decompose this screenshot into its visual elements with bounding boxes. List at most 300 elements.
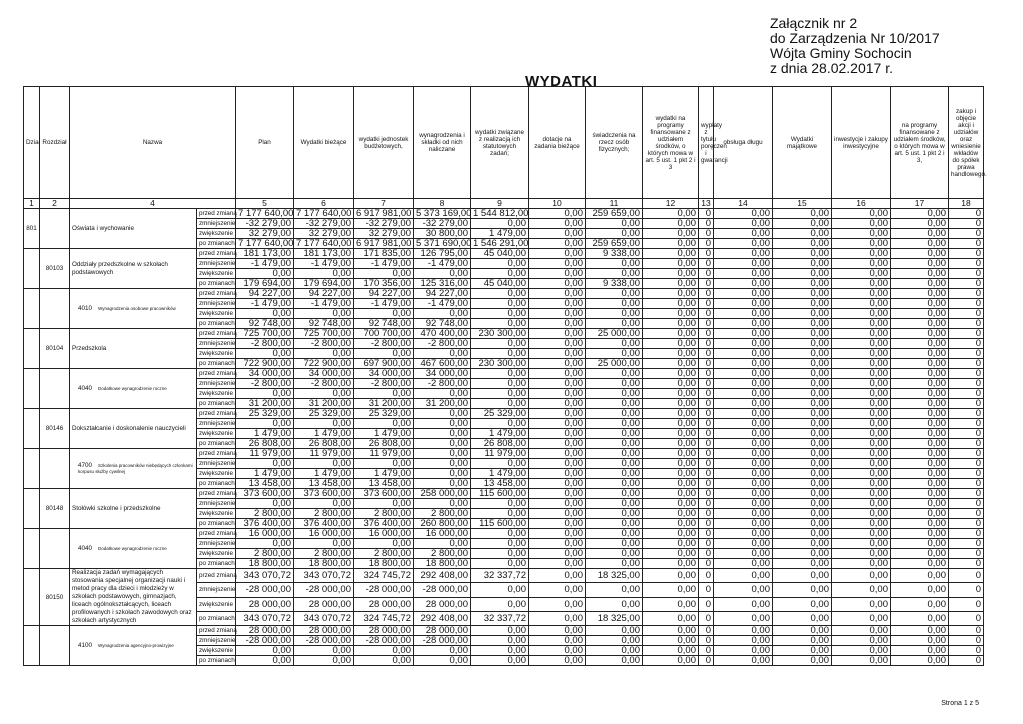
amount-cell: 0,00: [586, 419, 643, 429]
amount-cell: 0,00: [891, 409, 949, 419]
amount-cell: 0,00: [643, 279, 699, 289]
amount-cell: 0: [699, 597, 714, 611]
amount-cell: 18 800,00: [414, 559, 471, 569]
nazwa-text: Realizacja zadań wymagających stosowania specjalnej organizacji nauki i metod pracy dla dzieci i młodzieży w szkołach podstawowych, gimnazjach, liceach ogólnokształcących, liceach profilowanych i szkołach zawodowych oraz szkołach artystycznych: [72, 569, 192, 624]
amount-cell: 0,00: [773, 519, 832, 529]
amount-cell: 0,00: [471, 529, 529, 539]
amount-cell: 0,00: [891, 656, 949, 666]
amount-cell: 0,00: [643, 459, 699, 469]
amount-cell: 0,00: [714, 459, 773, 469]
amount-cell: 0,00: [236, 656, 294, 666]
amount-cell: 0,00: [236, 646, 294, 656]
amount-cell: 0,00: [832, 399, 891, 409]
amount-cell: 0,00: [714, 389, 773, 399]
amount-cell: 0,00: [586, 399, 643, 409]
amount-cell: 0: [949, 339, 984, 349]
table-row: [24, 289, 984, 299]
amount-cell: 0,00: [773, 359, 832, 369]
amount-cell: 0: [949, 569, 984, 583]
amount-cell: 0,00: [832, 379, 891, 389]
amount-cell: 34 000,00: [294, 369, 354, 379]
dzial-cell: 801: [24, 209, 40, 249]
amount-cell: 0: [949, 469, 984, 479]
amount-cell: 0,00: [643, 399, 699, 409]
amount-cell: 30 800,00: [414, 229, 471, 239]
amount-cell: 2 800,00: [236, 509, 294, 519]
amount-cell: 2 800,00: [414, 509, 471, 519]
amount-cell: 0,00: [529, 399, 586, 409]
amount-cell: -2 800,00: [236, 339, 294, 349]
change-type-label: przed zmianą: [197, 626, 236, 636]
amount-cell: 0,00: [471, 379, 529, 389]
amount-cell: 0,00: [773, 626, 832, 636]
rozdzial-cell: [40, 209, 70, 249]
amount-cell: 0,00: [832, 626, 891, 636]
amount-cell: 0,00: [714, 489, 773, 499]
amount-cell: 0,00: [891, 339, 949, 349]
column-number: 1: [24, 199, 40, 209]
amount-cell: 0,00: [714, 339, 773, 349]
column-number: 13: [699, 199, 714, 209]
amount-cell: 0,00: [643, 519, 699, 529]
amount-cell: 11 979,00: [354, 449, 414, 459]
amount-cell: 0: [699, 429, 714, 439]
amount-cell: 0: [949, 459, 984, 469]
amount-cell: 13 458,00: [471, 479, 529, 489]
table-row: [24, 409, 984, 419]
amount-cell: 0: [949, 636, 984, 646]
col-zakup-akcji: zakup i objęcie akcji i udziałów oraz wniesienie wkładów do spółek prawa handlowego.: [949, 87, 984, 199]
amount-cell: 0,00: [714, 419, 773, 429]
column-number: 14: [714, 199, 773, 209]
amount-cell: 0,00: [714, 611, 773, 625]
amount-cell: -28 000,00: [236, 636, 294, 646]
amount-cell: 5 371 690,00: [414, 239, 471, 249]
amount-cell: 0,00: [773, 499, 832, 509]
amount-cell: 0,00: [529, 299, 586, 309]
amount-cell: 25 329,00: [294, 409, 354, 419]
amount-cell: 0,00: [891, 359, 949, 369]
amount-cell: 0: [699, 339, 714, 349]
table-row: [24, 529, 984, 539]
amount-cell: 0,00: [891, 419, 949, 429]
amount-cell: 376 400,00: [354, 519, 414, 529]
amount-cell: 0,00: [643, 369, 699, 379]
amount-cell: 0,00: [891, 389, 949, 399]
amount-cell: 6 917 981,00: [354, 209, 414, 219]
amount-cell: 0,00: [529, 646, 586, 656]
amount-cell: 0,00: [529, 319, 586, 329]
amount-cell: 0,00: [529, 439, 586, 449]
amount-cell: 0,00: [471, 419, 529, 429]
amount-cell: 0,00: [529, 626, 586, 636]
amount-cell: 0: [949, 379, 984, 389]
amount-cell: 7 177 640,00: [236, 239, 294, 249]
amount-cell: 0,00: [773, 419, 832, 429]
amount-cell: 0,00: [529, 409, 586, 419]
amount-cell: 0,00: [643, 549, 699, 559]
amount-cell: 0,00: [529, 529, 586, 539]
amount-cell: 0,00: [891, 519, 949, 529]
column-number: 12: [643, 199, 699, 209]
column-number: 18: [949, 199, 984, 209]
amount-cell: 0,00: [471, 626, 529, 636]
change-type-label: zwiększenie: [197, 309, 236, 319]
amount-cell: 324 745,72: [354, 569, 414, 583]
amount-cell: 31 200,00: [236, 399, 294, 409]
amount-cell: 28 000,00: [236, 597, 294, 611]
amount-cell: 0: [949, 329, 984, 339]
amount-cell: 0,00: [529, 269, 586, 279]
amount-cell: 0,00: [471, 499, 529, 509]
amount-cell: 0,00: [643, 449, 699, 459]
amount-cell: 0: [949, 289, 984, 299]
column-number: 7: [354, 199, 414, 209]
amount-cell: 0,00: [236, 539, 294, 549]
amount-cell: 0,00: [832, 583, 891, 597]
nazwa-text: Wynagrodzenia agencyjno-prowizyjne: [98, 642, 174, 648]
document-header: [770, 16, 940, 76]
amount-cell: 0,00: [586, 339, 643, 349]
amount-cell: 0,00: [891, 549, 949, 559]
amount-cell: 0,00: [891, 399, 949, 409]
amount-cell: 0,00: [773, 529, 832, 539]
amount-cell: 0,00: [832, 309, 891, 319]
amount-cell: 0,00: [891, 626, 949, 636]
amount-cell: 0,00: [714, 399, 773, 409]
amount-cell: 179 694,00: [236, 279, 294, 289]
amount-cell: 0,00: [891, 583, 949, 597]
amount-cell: 0,00: [586, 229, 643, 239]
amount-cell: 0,00: [832, 229, 891, 239]
amount-cell: 34 000,00: [414, 369, 471, 379]
amount-cell: 0: [699, 399, 714, 409]
amount-cell: 0: [699, 583, 714, 597]
amount-cell: 0,00: [354, 646, 414, 656]
amount-cell: 0,00: [832, 636, 891, 646]
amount-cell: 0,00: [714, 369, 773, 379]
amount-cell: 2 800,00: [236, 549, 294, 559]
amount-cell: 0,00: [586, 646, 643, 656]
amount-cell: 0: [699, 469, 714, 479]
amount-cell: 11 979,00: [471, 449, 529, 459]
amount-cell: 0,00: [414, 269, 471, 279]
attachment-label: Załącznik nr 2: [770, 15, 858, 31]
amount-cell: 0,00: [354, 459, 414, 469]
amount-cell: 0: [949, 549, 984, 559]
amount-cell: -28 000,00: [354, 636, 414, 646]
amount-cell: 181 173,00: [294, 249, 354, 259]
amount-cell: 0,00: [714, 299, 773, 309]
amount-cell: 0,00: [471, 389, 529, 399]
amount-cell: 18 325,00: [586, 569, 643, 583]
amount-cell: 0,00: [714, 229, 773, 239]
amount-cell: 0: [699, 626, 714, 636]
ordinance-number: do Zarządzenia Nr 10/2017: [770, 30, 940, 46]
amount-cell: 0,00: [832, 449, 891, 459]
col-inwestycje: inwestycje i zakupy inwestycyjne: [832, 87, 891, 199]
amount-cell: 0,00: [832, 389, 891, 399]
amount-cell: 0,00: [643, 646, 699, 656]
amount-cell: 0: [949, 539, 984, 549]
dzial-cell: [24, 529, 40, 569]
amount-cell: 0,00: [354, 539, 414, 549]
amount-cell: 0,00: [773, 269, 832, 279]
amount-cell: 28 000,00: [236, 626, 294, 636]
amount-cell: 259 659,00: [586, 209, 643, 219]
amount-cell: 0,00: [714, 359, 773, 369]
amount-cell: 6 917 981,00: [354, 239, 414, 249]
amount-cell: 0,00: [643, 249, 699, 259]
amount-cell: 0,00: [714, 549, 773, 559]
amount-cell: 0,00: [354, 419, 414, 429]
amount-cell: 0,00: [643, 299, 699, 309]
amount-cell: 0,00: [529, 309, 586, 319]
amount-cell: 0,00: [714, 279, 773, 289]
amount-cell: 0,00: [586, 509, 643, 519]
amount-cell: 0,00: [773, 549, 832, 559]
amount-cell: 0,00: [586, 626, 643, 636]
amount-cell: -1 479,00: [354, 299, 414, 309]
amount-cell: 0: [699, 219, 714, 229]
amount-cell: 0,00: [773, 409, 832, 419]
amount-cell: 0,00: [773, 449, 832, 459]
amount-cell: 0,00: [586, 519, 643, 529]
amount-cell: 0,00: [586, 219, 643, 229]
amount-cell: 0,00: [471, 309, 529, 319]
amount-cell: 7 177 640,00: [294, 209, 354, 219]
amount-cell: 0,00: [773, 309, 832, 319]
amount-cell: 725 700,00: [294, 329, 354, 339]
rozdzial-cell: [40, 289, 70, 329]
col-wydatki-jednostek: wydatki jednostek budżetowych,: [354, 87, 414, 199]
amount-cell: 0,00: [773, 597, 832, 611]
ordinance-date: z dnia 28.02.2017 r.: [770, 60, 893, 76]
dzial-cell: [24, 329, 40, 369]
amount-cell: 0,00: [471, 299, 529, 309]
change-type-label: zmniejszenie: [197, 259, 236, 269]
amount-cell: 0,00: [529, 229, 586, 239]
amount-cell: 0: [949, 349, 984, 359]
amount-cell: 0,00: [294, 459, 354, 469]
amount-cell: 0,00: [832, 569, 891, 583]
amount-cell: 0,00: [714, 559, 773, 569]
amount-cell: 343 070,72: [236, 569, 294, 583]
amount-cell: 0,00: [414, 389, 471, 399]
amount-cell: 725 700,00: [236, 329, 294, 339]
amount-cell: 28 000,00: [294, 597, 354, 611]
amount-cell: 0,00: [714, 309, 773, 319]
amount-cell: 0: [699, 559, 714, 569]
change-type-label: po zmianach: [197, 239, 236, 249]
amount-cell: 0: [699, 646, 714, 656]
amount-cell: 0,00: [529, 289, 586, 299]
amount-cell: 0,00: [529, 479, 586, 489]
amount-cell: 0,00: [832, 597, 891, 611]
amount-cell: 0,00: [529, 389, 586, 399]
amount-cell: -2 800,00: [354, 379, 414, 389]
amount-cell: 0,00: [832, 329, 891, 339]
amount-cell: 0,00: [236, 309, 294, 319]
amount-cell: 0: [699, 549, 714, 559]
amount-cell: 45 040,00: [471, 279, 529, 289]
amount-cell: 16 000,00: [236, 529, 294, 539]
amount-cell: 28 000,00: [414, 626, 471, 636]
amount-cell: 0: [949, 209, 984, 219]
change-type-label: zwiększenie: [197, 509, 236, 519]
amount-cell: 0: [699, 349, 714, 359]
nazwa-text: Dodatkowe wynagrodzenie roczne: [98, 385, 167, 391]
amount-cell: 0: [699, 389, 714, 399]
change-type-label: po zmianach: [197, 399, 236, 409]
col-wydatki-programy: wydatki na programy finansowane z udziałem środków, o których mowa w art. 5 ust. 1 pkt 2 i 3: [643, 87, 699, 199]
nazwa-cell: [70, 449, 197, 489]
nazwa-text: Oddziały przedszkolne w szkołach podstawowych: [72, 260, 168, 276]
amount-cell: 115 600,00: [471, 489, 529, 499]
amount-cell: 0,00: [891, 209, 949, 219]
amount-cell: 0,00: [529, 449, 586, 459]
amount-cell: -1 479,00: [414, 259, 471, 269]
page-number: Strona 1 z 5: [941, 700, 979, 707]
amount-cell: 0,00: [832, 469, 891, 479]
amount-cell: 0,00: [773, 389, 832, 399]
amount-cell: 0,00: [773, 636, 832, 646]
amount-cell: 0,00: [891, 219, 949, 229]
amount-cell: 230 300,00: [471, 329, 529, 339]
nazwa-cell: [70, 209, 197, 249]
table-row: [24, 249, 984, 259]
amount-cell: 0,00: [643, 569, 699, 583]
column-number: 10: [529, 199, 586, 209]
amount-cell: 0,00: [643, 479, 699, 489]
amount-cell: 1 479,00: [354, 469, 414, 479]
amount-cell: -28 000,00: [294, 636, 354, 646]
change-type-label: zwiększenie: [197, 429, 236, 439]
amount-cell: -2 800,00: [236, 379, 294, 389]
amount-cell: 0,00: [294, 499, 354, 509]
amount-cell: 0,00: [832, 459, 891, 469]
amount-cell: 0,00: [714, 646, 773, 656]
issuer: Wójta Gminy Sochocin: [770, 45, 912, 61]
amount-cell: 0,00: [529, 611, 586, 625]
amount-cell: 0: [949, 389, 984, 399]
amount-cell: 0,00: [773, 559, 832, 569]
amount-cell: 0,00: [294, 309, 354, 319]
amount-cell: 0,00: [773, 209, 832, 219]
amount-cell: -28 000,00: [236, 583, 294, 597]
amount-cell: 0: [949, 449, 984, 459]
amount-cell: 0: [699, 636, 714, 646]
amount-cell: 0,00: [832, 439, 891, 449]
column-numbers-row: [24, 199, 984, 209]
amount-cell: 0,00: [643, 611, 699, 625]
amount-cell: 0: [949, 529, 984, 539]
amount-cell: 0,00: [529, 359, 586, 369]
amount-cell: 0,00: [643, 229, 699, 239]
amount-cell: 0,00: [529, 259, 586, 269]
amount-cell: 0,00: [773, 611, 832, 625]
amount-cell: 0,00: [773, 249, 832, 259]
amount-cell: 0: [699, 289, 714, 299]
amount-cell: 0,00: [643, 259, 699, 269]
amount-cell: 0,00: [773, 349, 832, 359]
change-type-label: po zmianach: [197, 479, 236, 489]
amount-cell: 0,00: [643, 419, 699, 429]
column-number: 2: [40, 199, 70, 209]
amount-cell: 722 900,00: [236, 359, 294, 369]
amount-cell: 0,00: [773, 259, 832, 269]
amount-cell: 0,00: [832, 249, 891, 259]
col-dzial: Dział: [24, 87, 40, 199]
amount-cell: 0,00: [773, 219, 832, 229]
amount-cell: 0,00: [891, 249, 949, 259]
amount-cell: 0,00: [586, 499, 643, 509]
amount-cell: 0,00: [832, 289, 891, 299]
amount-cell: 0: [699, 439, 714, 449]
amount-cell: 0,00: [643, 559, 699, 569]
amount-cell: 0,00: [414, 439, 471, 449]
amount-cell: 0,00: [832, 269, 891, 279]
amount-cell: 0,00: [236, 349, 294, 359]
amount-cell: 0: [699, 611, 714, 625]
amount-cell: 0,00: [529, 249, 586, 259]
amount-cell: -1 479,00: [354, 259, 414, 269]
amount-cell: 0,00: [471, 259, 529, 269]
amount-cell: 0: [949, 656, 984, 666]
amount-cell: 0,00: [714, 209, 773, 219]
amount-cell: 0,00: [529, 509, 586, 519]
amount-cell: 0,00: [414, 349, 471, 359]
amount-cell: 0,00: [891, 636, 949, 646]
amount-cell: 0,00: [354, 499, 414, 509]
amount-cell: 0,00: [891, 439, 949, 449]
amount-cell: 0,00: [773, 539, 832, 549]
column-number: 8: [414, 199, 471, 209]
amount-cell: 92 748,00: [414, 319, 471, 329]
amount-cell: 0,00: [773, 459, 832, 469]
paragraph-code: 4040: [78, 384, 93, 392]
change-type-label: przed zmianą: [197, 569, 236, 583]
amount-cell: 0,00: [586, 656, 643, 666]
amount-cell: 0: [699, 459, 714, 469]
amount-cell: 0,00: [643, 219, 699, 229]
amount-cell: 0,00: [773, 379, 832, 389]
amount-cell: 0: [949, 309, 984, 319]
amount-cell: 0: [949, 499, 984, 509]
amount-cell: 0,00: [529, 379, 586, 389]
amount-cell: 0,00: [832, 359, 891, 369]
amount-cell: 0,00: [354, 389, 414, 399]
amount-cell: 34 000,00: [354, 369, 414, 379]
change-type-label: przed zmianą: [197, 489, 236, 499]
amount-cell: 373 600,00: [236, 489, 294, 499]
amount-cell: 0: [699, 499, 714, 509]
amount-cell: 343 070,72: [236, 611, 294, 625]
amount-cell: 18 800,00: [294, 559, 354, 569]
amount-cell: 0: [949, 419, 984, 429]
amount-cell: 0,00: [714, 259, 773, 269]
nazwa-cell: [70, 529, 197, 569]
amount-cell: 0,00: [714, 219, 773, 229]
amount-cell: 0,00: [714, 319, 773, 329]
amount-cell: 0: [699, 369, 714, 379]
amount-cell: 0: [699, 539, 714, 549]
amount-cell: 9 338,00: [586, 279, 643, 289]
amount-cell: 0,00: [891, 539, 949, 549]
amount-cell: 0,00: [471, 219, 529, 229]
change-type-label: po zmianach: [197, 519, 236, 529]
amount-cell: 28 000,00: [354, 626, 414, 636]
